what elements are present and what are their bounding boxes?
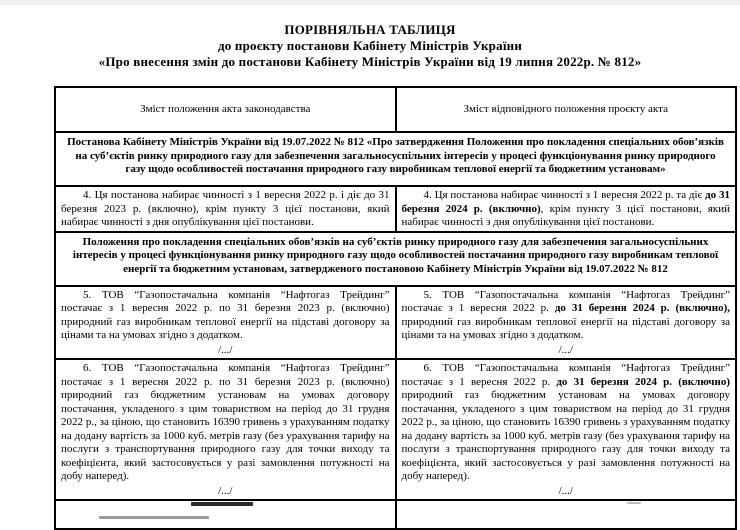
paragraph-5-right-text (402, 289, 731, 343)
regulation-title-cell: Положення про покладення спеціальних обов’язків на суб’єктів ринку природного газу для забезпечення загальносуспільних інтересів у процесі функціонування ринку природного газу щодо особливостей постачання природного газу виробникам теплової енергії та бюджетним установам, затвердженого постановою Кабінету Міністрів України від 19.07.2022 № 812 (55, 232, 736, 286)
act-title-row (55, 132, 736, 186)
paragraph-4-right-cell (396, 186, 737, 232)
paragraph-5-right-cell (396, 286, 737, 360)
paragraph-4-right-text (402, 189, 731, 230)
paragraph-4-left-cell (55, 186, 396, 232)
table-header-row (55, 87, 736, 132)
paragraph-4-right-bold: до 31 березня 2024 р. (включно) (401, 189, 730, 215)
clipped-bottom-right-cell (396, 500, 737, 529)
paragraph-6-left-text: 6. ТОВ “Газопостачальна компанія “Нафтогаз Трейдинг” постачає з 1 вересня 2022 р. по 31 березня 2023 р. (включно) природний газ бюджетним установам на умовах договору постачання, укладеного з цим товариством на період до 31 грудня 2022 р., за ціною, що становить 16390 гривень з урахуванням податку на додану вартість за 1000 куб. метрів газу (без урахування тарифу на послуги з транспортування природного газу для точки виходу та коефіцієнта, який застосовується у разі замовлення потужності на добу наперед). (61, 362, 390, 482)
regulation-title-row (55, 232, 736, 286)
paragraph-5-right-pre: 5. ТОВ “Газопостачальна компанія “Нафтогаз Трейдинг” постачає з 1 вересня 2022 р. (401, 288, 730, 314)
clipped-text-fragment (99, 516, 209, 519)
paragraph-6-row (55, 359, 736, 500)
paragraph-6-right-bold: до 31 березня 2024 р. (включно) (556, 375, 731, 388)
document-title (0, 22, 740, 70)
paragraph-5-left-cell (55, 286, 396, 360)
comparison-table (54, 86, 737, 530)
paragraph-4-row (55, 186, 736, 232)
clipped-bottom-row (55, 500, 736, 529)
paragraph-5-right-post: природний газ виробникам теплової енергії на підставі договору за цінами та на умовах згідно з додатком. (401, 315, 730, 341)
header-cell-act-law: Зміст положення акта законодавства (55, 87, 396, 132)
page-top-edge (0, 0, 740, 5)
paragraph-6-left-ellipsis: /.../ (218, 484, 233, 497)
paragraph-5-left-text: 5. ТОВ “Газопостачальна компанія “Нафтогаз Трейдинг” постачає з 1 вересня 2022 р. по 31 березня 2023 р. (включно) природний газ виробникам теплової енергії на підставі договору за цінами та на умовах згідно з додатком. (61, 288, 390, 341)
paragraph-5-row (55, 286, 736, 360)
paragraph-6-right-text (402, 362, 731, 484)
paragraph-6-right-cell (396, 359, 737, 500)
paragraph-4-right-pre: 4. Ця постанова набирає чинності з 1 вересня 2022 р. та діє (423, 189, 706, 201)
header-cell-draft-act: Зміст відповідного положення проєкту акта (396, 87, 737, 132)
paragraph-5-right-ellipsis: /.../ (558, 343, 573, 356)
paragraph-4-left-text: 4. Ця постанова набирає чинності з 1 вересня 2022 р. і діє до 31 березня 2023 р. (включно), крім пункту 3 цієї постанови, який набирає чинності з дня опублікування цієї постанови. (61, 189, 390, 228)
paragraph-5-left-ellipsis: /.../ (218, 343, 233, 356)
clipped-text-fragment (191, 502, 253, 506)
paragraph-4-right-post: , крім пункту 3 цієї постанови, який набирає чинності з дня опублікування цієї постанови. (401, 202, 730, 228)
paragraph-6-left-cell (55, 359, 396, 500)
paragraph-5-right-bold: до 31 березня 2024 р. (включно), (554, 302, 731, 314)
clipped-bottom-left-cell (55, 500, 396, 529)
clipped-text-fragment (627, 502, 641, 504)
paragraph-6-right-ellipsis: /.../ (558, 484, 573, 497)
paragraph-6-right-post: природний газ бюджетним установам на умовах договору постачання, укладеного з цим товариством на період до 31 грудня 2022 р., за ціною, що становить 16390 гривень з урахуванням податку на додану вартість за 1000 куб. метрів газу (без урахування тарифу на послуги з транспортування природного газу для точки виходу та коефіцієнта, який застосовується у разі замовлення потужності на добу наперед). (401, 389, 730, 482)
act-title-cell: Постанова Кабінету Міністрів України від 19.07.2022 № 812 «Про затвердження Положення про покладення спеціальних обов’язків на суб’єктів ринку природного газу для забезпечення загальносуспільних інтересів у процесі функціонування ринку природного газу щодо особливостей постачання природного газу виробникам теплової енергії та бюджетним установам» (55, 132, 736, 186)
title-line-2: до проєкту постанови Кабінету Міністрів України (217, 38, 523, 53)
title-line-1: ПОРІВНЯЛЬНА ТАБЛИЦЯ (284, 22, 456, 37)
title-line-3: «Про внесення змін до постанови Кабінету Міністрів України від 19 липня 2022р. № 812» (98, 54, 642, 69)
paragraph-6-right-pre: 6. ТОВ “Газопостачальна компанія “Нафтогаз Трейдинг” постачає з 1 вересня 2022 р. (401, 362, 730, 388)
